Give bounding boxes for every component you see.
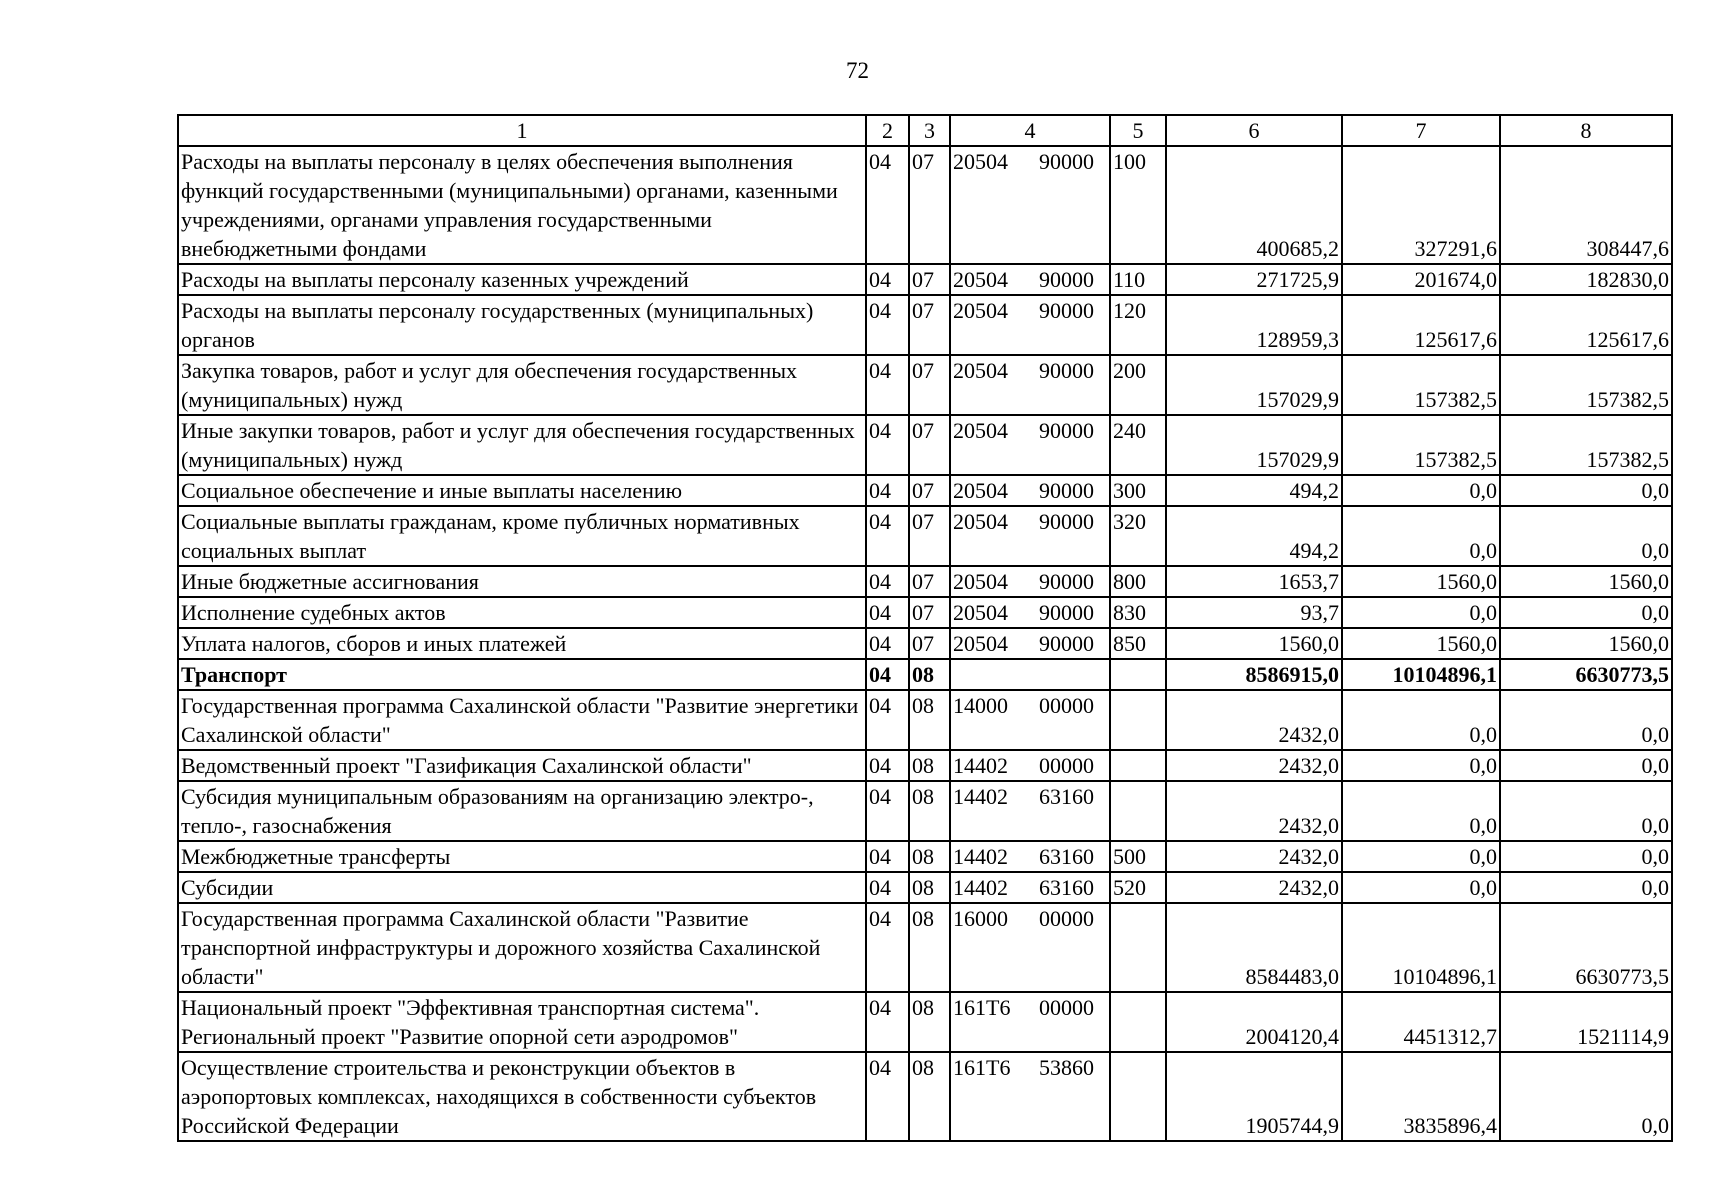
row-name: Транспорт (178, 659, 866, 690)
header-cell-7: 7 (1342, 115, 1500, 146)
amount-col-6: 494,2 (1166, 475, 1342, 506)
target-article-part-2: 90000 (1039, 600, 1094, 625)
amount-col-6: 157029,9 (1166, 415, 1342, 475)
amount-col-6: 2432,0 (1166, 690, 1342, 750)
expense-type-code (1110, 781, 1166, 841)
section-code: 04 (866, 566, 909, 597)
section-code: 04 (866, 475, 909, 506)
subsection-code: 07 (909, 628, 950, 659)
amount-col-8: 1560,0 (1500, 566, 1672, 597)
subsection-code: 08 (909, 992, 950, 1052)
expense-type-code (1110, 690, 1166, 750)
header-cell-5: 5 (1110, 115, 1166, 146)
section-code: 04 (866, 659, 909, 690)
amount-col-8: 0,0 (1500, 872, 1672, 903)
target-article-part-1: 161Т6 (953, 995, 1011, 1020)
target-article-part-2: 90000 (1039, 267, 1094, 292)
table-row (178, 355, 1672, 415)
target-article-code (950, 628, 1110, 659)
section-code: 04 (866, 781, 909, 841)
amount-col-6: 2432,0 (1166, 781, 1342, 841)
section-code: 04 (866, 903, 909, 992)
subsection-code: 07 (909, 597, 950, 628)
amount-col-7: 0,0 (1342, 475, 1500, 506)
budget-table (177, 114, 1673, 1142)
subsection-code: 08 (909, 903, 950, 992)
subsection-code: 07 (909, 506, 950, 566)
target-article-code (950, 659, 1110, 690)
section-code: 04 (866, 295, 909, 355)
row-name: Иные закупки товаров, работ и услуг для обеспечения государственных (муниципальных) нужд (178, 415, 866, 475)
amount-col-8: 0,0 (1500, 597, 1672, 628)
amount-col-6: 8586915,0 (1166, 659, 1342, 690)
subsection-code: 07 (909, 295, 950, 355)
amount-col-7: 125617,6 (1342, 295, 1500, 355)
section-code: 04 (866, 506, 909, 566)
section-code: 04 (866, 992, 909, 1052)
amount-col-6: 271725,9 (1166, 264, 1342, 295)
target-article-part-1: 20504 (953, 478, 1008, 503)
amount-col-8: 308447,6 (1500, 146, 1672, 264)
table-row (178, 566, 1672, 597)
amount-col-7: 10104896,1 (1342, 659, 1500, 690)
row-name: Государственная программа Сахалинской области "Развитие энергетики Сахалинской области" (178, 690, 866, 750)
target-article-part-1: 20504 (953, 267, 1008, 292)
target-article-code (950, 750, 1110, 781)
amount-col-6: 1560,0 (1166, 628, 1342, 659)
amount-col-7: 4451312,7 (1342, 992, 1500, 1052)
target-article-part-1: 14402 (953, 875, 1008, 900)
row-name: Социальные выплаты гражданам, кроме публичных нормативных социальных выплат (178, 506, 866, 566)
expense-type-code: 850 (1110, 628, 1166, 659)
row-name: Субсидии (178, 872, 866, 903)
target-article-part-1: 20504 (953, 631, 1008, 656)
target-article-code (950, 295, 1110, 355)
table-row (178, 872, 1672, 903)
expense-type-code (1110, 992, 1166, 1052)
expense-type-code: 120 (1110, 295, 1166, 355)
amount-col-6: 2432,0 (1166, 750, 1342, 781)
row-name: Ведомственный проект "Газификация Сахалинской области" (178, 750, 866, 781)
amount-col-8: 0,0 (1500, 475, 1672, 506)
section-code: 04 (866, 841, 909, 872)
amount-col-7: 0,0 (1342, 597, 1500, 628)
amount-col-7: 0,0 (1342, 690, 1500, 750)
expense-type-code: 520 (1110, 872, 1166, 903)
target-article-part-2: 90000 (1039, 149, 1094, 174)
target-article-part-2: 00000 (1039, 753, 1094, 778)
target-article-part-1: 161Т6 (953, 1055, 1011, 1080)
target-article-code (950, 872, 1110, 903)
table-row (178, 146, 1672, 264)
amount-col-6: 1905744,9 (1166, 1052, 1342, 1141)
subsection-code: 07 (909, 355, 950, 415)
amount-col-6: 2432,0 (1166, 872, 1342, 903)
target-article-part-2: 00000 (1039, 693, 1094, 718)
amount-col-7: 327291,6 (1342, 146, 1500, 264)
header-cell-6: 6 (1166, 115, 1342, 146)
section-code: 04 (866, 597, 909, 628)
amount-col-6: 8584483,0 (1166, 903, 1342, 992)
amount-col-8: 0,0 (1500, 841, 1672, 872)
amount-col-6: 2432,0 (1166, 841, 1342, 872)
subsection-code: 08 (909, 750, 950, 781)
header-cell-1: 1 (178, 115, 866, 146)
amount-col-7: 157382,5 (1342, 355, 1500, 415)
target-article-part-2: 90000 (1039, 358, 1094, 383)
target-article-part-1: 20504 (953, 600, 1008, 625)
expense-type-code: 830 (1110, 597, 1166, 628)
section-code: 04 (866, 355, 909, 415)
amount-col-8: 1560,0 (1500, 628, 1672, 659)
section-code: 04 (866, 146, 909, 264)
target-article-code (950, 781, 1110, 841)
target-article-part-1: 20504 (953, 298, 1008, 323)
table-row (178, 264, 1672, 295)
row-name: Закупка товаров, работ и услуг для обеспечения государственных (муниципальных) нужд (178, 355, 866, 415)
target-article-part-2: 63160 (1039, 784, 1094, 809)
table-row (178, 903, 1672, 992)
expense-type-code: 320 (1110, 506, 1166, 566)
amount-col-6: 400685,2 (1166, 146, 1342, 264)
amount-col-7: 0,0 (1342, 750, 1500, 781)
amount-col-8: 125617,6 (1500, 295, 1672, 355)
row-name: Субсидия муниципальным образованиям на организацию электро-, тепло-, газоснабжения (178, 781, 866, 841)
row-name: Национальный проект "Эффективная транспортная система". Региональный проект "Развитие опорной сети аэродромов" (178, 992, 866, 1052)
target-article-code (950, 146, 1110, 264)
target-article-part-2: 90000 (1039, 569, 1094, 594)
section-code: 04 (866, 264, 909, 295)
section-code: 04 (866, 690, 909, 750)
target-article-part-1: 20504 (953, 509, 1008, 534)
target-article-part-2: 63160 (1039, 875, 1094, 900)
target-article-part-1: 14402 (953, 784, 1008, 809)
subsection-code: 07 (909, 264, 950, 295)
section-code: 04 (866, 628, 909, 659)
amount-col-7: 0,0 (1342, 841, 1500, 872)
amount-col-8: 0,0 (1500, 750, 1672, 781)
amount-col-8: 0,0 (1500, 1052, 1672, 1141)
target-article-code (950, 506, 1110, 566)
subsection-code: 08 (909, 690, 950, 750)
target-article-code (950, 597, 1110, 628)
amount-col-7: 1560,0 (1342, 566, 1500, 597)
table-row (178, 781, 1672, 841)
amount-col-8: 0,0 (1500, 690, 1672, 750)
target-article-part-1: 14402 (953, 844, 1008, 869)
section-code: 04 (866, 750, 909, 781)
expense-type-code (1110, 1052, 1166, 1141)
expense-type-code: 240 (1110, 415, 1166, 475)
target-article-code (950, 992, 1110, 1052)
subsection-code: 08 (909, 781, 950, 841)
amount-col-7: 0,0 (1342, 872, 1500, 903)
row-name: Расходы на выплаты персоналу казенных учреждений (178, 264, 866, 295)
subsection-code: 08 (909, 841, 950, 872)
amount-col-8: 6630773,5 (1500, 903, 1672, 992)
amount-col-8: 0,0 (1500, 506, 1672, 566)
expense-type-code: 200 (1110, 355, 1166, 415)
header-cell-8: 8 (1500, 115, 1672, 146)
target-article-part-2: 53860 (1039, 1055, 1094, 1080)
row-name: Государственная программа Сахалинской области "Развитие транспортной инфраструктуры и дорожного хозяйства Сахалинской области" (178, 903, 866, 992)
target-article-code (950, 903, 1110, 992)
target-article-part-1: 14402 (953, 753, 1008, 778)
subsection-code: 07 (909, 415, 950, 475)
header-cell-2: 2 (866, 115, 909, 146)
table-row (178, 659, 1672, 690)
amount-col-7: 10104896,1 (1342, 903, 1500, 992)
target-article-part-1: 20504 (953, 358, 1008, 383)
amount-col-7: 3835896,4 (1342, 1052, 1500, 1141)
table-row (178, 628, 1672, 659)
target-article-part-2: 90000 (1039, 418, 1094, 443)
target-article-part-2: 90000 (1039, 298, 1094, 323)
target-article-part-2: 90000 (1039, 478, 1094, 503)
amount-col-8: 182830,0 (1500, 264, 1672, 295)
amount-col-7: 1560,0 (1342, 628, 1500, 659)
amount-col-7: 157382,5 (1342, 415, 1500, 475)
target-article-part-2: 00000 (1039, 906, 1094, 931)
amount-col-8: 157382,5 (1500, 415, 1672, 475)
expense-type-code: 300 (1110, 475, 1166, 506)
table-row (178, 841, 1672, 872)
amount-col-7: 201674,0 (1342, 264, 1500, 295)
subsection-code: 08 (909, 1052, 950, 1141)
target-article-part-1: 20504 (953, 149, 1008, 174)
amount-col-6: 1653,7 (1166, 566, 1342, 597)
expense-type-code: 110 (1110, 264, 1166, 295)
target-article-code (950, 841, 1110, 872)
target-article-code (950, 566, 1110, 597)
page-number: 72 (846, 58, 869, 83)
target-article-code (950, 1052, 1110, 1141)
amount-col-6: 128959,3 (1166, 295, 1342, 355)
target-article-part-1: 14000 (953, 693, 1008, 718)
target-article-part-2: 90000 (1039, 509, 1094, 534)
amount-col-6: 2004120,4 (1166, 992, 1342, 1052)
amount-col-8: 0,0 (1500, 781, 1672, 841)
amount-col-8: 1521114,9 (1500, 992, 1672, 1052)
row-name: Исполнение судебных актов (178, 597, 866, 628)
expense-type-code: 500 (1110, 841, 1166, 872)
header-cell-3: 3 (909, 115, 950, 146)
expense-type-code (1110, 903, 1166, 992)
target-article-part-1: 16000 (953, 906, 1008, 931)
amount-col-6: 93,7 (1166, 597, 1342, 628)
target-article-part-1: 20504 (953, 418, 1008, 443)
row-name: Уплата налогов, сборов и иных платежей (178, 628, 866, 659)
subsection-code: 07 (909, 146, 950, 264)
table-row (178, 750, 1672, 781)
target-article-code (950, 690, 1110, 750)
expense-type-code: 800 (1110, 566, 1166, 597)
target-article-part-2: 63160 (1039, 844, 1094, 869)
target-article-part-1: 20504 (953, 569, 1008, 594)
subsection-code: 07 (909, 475, 950, 506)
section-code: 04 (866, 415, 909, 475)
section-code: 04 (866, 872, 909, 903)
row-name: Осуществление строительства и реконструкции объектов в аэропортовых комплексах, находящихся в собственности субъектов Российской Федерации (178, 1052, 866, 1141)
subsection-code: 08 (909, 872, 950, 903)
target-article-code (950, 475, 1110, 506)
expense-type-code (1110, 659, 1166, 690)
table-row (178, 992, 1672, 1052)
amount-col-7: 0,0 (1342, 781, 1500, 841)
expense-type-code (1110, 750, 1166, 781)
table-row (178, 295, 1672, 355)
expense-type-code: 100 (1110, 146, 1166, 264)
table-row (178, 690, 1672, 750)
amount-col-8: 157382,5 (1500, 355, 1672, 415)
target-article-code (950, 264, 1110, 295)
row-name: Иные бюджетные ассигнования (178, 566, 866, 597)
amount-col-7: 0,0 (1342, 506, 1500, 566)
section-code: 04 (866, 1052, 909, 1141)
table-row (178, 597, 1672, 628)
table-row (178, 475, 1672, 506)
amount-col-6: 494,2 (1166, 506, 1342, 566)
target-article-code (950, 415, 1110, 475)
table-row (178, 506, 1672, 566)
target-article-part-2: 00000 (1039, 995, 1094, 1020)
amount-col-8: 6630773,5 (1500, 659, 1672, 690)
header-cell-4: 4 (950, 115, 1110, 146)
target-article-code (950, 355, 1110, 415)
amount-col-6: 157029,9 (1166, 355, 1342, 415)
subsection-code: 07 (909, 566, 950, 597)
header-row (178, 115, 1672, 146)
table-row (178, 415, 1672, 475)
subsection-code: 08 (909, 659, 950, 690)
row-name: Межбюджетные трансферты (178, 841, 866, 872)
target-article-part-2: 90000 (1039, 631, 1094, 656)
row-name: Социальное обеспечение и иные выплаты населению (178, 475, 866, 506)
row-name: Расходы на выплаты персоналу государственных (муниципальных) органов (178, 295, 866, 355)
row-name: Расходы на выплаты персоналу в целях обеспечения выполнения функций государственными (муниципальными) органами, казенными учреждениями, органами управления государственными внебюджетными фондами (178, 146, 866, 264)
table-row (178, 1052, 1672, 1141)
